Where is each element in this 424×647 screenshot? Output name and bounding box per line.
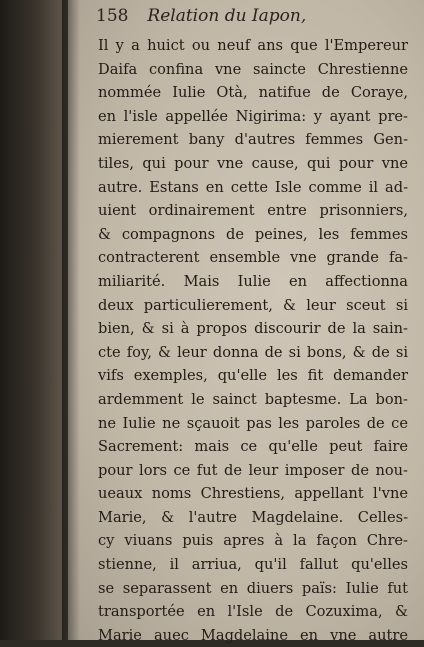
text-line: transportée en l'Isle de Cozuxima, &: [98, 603, 408, 621]
text-line: cte foy, & leur donna de si bons, & de si: [98, 343, 408, 361]
page-header: [96, 6, 416, 30]
text-line: stienne, il arriua, qu'il fallut qu'elles: [98, 556, 408, 574]
text-line: ardemment le sainct baptesme. La bon-: [98, 390, 408, 408]
spine-shadow: [62, 0, 80, 640]
running-title: Relation du Iapon,: [147, 6, 307, 26]
text-line: ueaux noms Chrestiens, appellant l'vne: [98, 485, 408, 503]
text-line: Il y a huict ou neuf ans que l'Empereur: [98, 37, 408, 54]
page-number: 158: [96, 6, 129, 26]
text-line: bien, & si à propos discourir de la sain-: [98, 320, 408, 338]
text-line: deux particulierement, & leur sceut si: [98, 296, 408, 314]
text-line: ne Iulie ne sçauoit pas les paroles de ce: [98, 414, 408, 432]
text-line: cy viuans puis apres à la façon Chre-: [98, 532, 408, 550]
text-line: autre. Estans en cette Isle comme il ad-: [98, 178, 408, 196]
text-line: Marie auec Magdelaine en vne autre: [98, 626, 408, 644]
text-line: Daifa confina vne saincte Chrestienne: [98, 60, 408, 78]
text-line: Marie, & l'autre Magdelaine. Celles-: [98, 508, 408, 526]
text-line: contracterent ensemble vne grande fa-: [98, 249, 408, 267]
text-line: uient ordinairement entre prisonniers,: [98, 202, 408, 220]
text-line: se separassent en diuers païs: Iulie fut: [98, 579, 408, 597]
text-line: pour lors ce fut de leur imposer de nou-: [98, 461, 408, 479]
text-line: mierement bany d'autres femmes Gen-: [98, 131, 408, 149]
body-text: [98, 34, 408, 647]
text-line: vifs exemples, qu'elle les fit demander: [98, 367, 408, 385]
text-line: & compagnons de peines, les femmes: [98, 225, 408, 243]
text-line: tiles, qui pour vne cause, qui pour vne: [98, 154, 408, 172]
text-line: miliarité. Mais Iulie en affectionna: [98, 272, 408, 290]
text-line: en l'isle appellée Nigirima: y ayant pre-: [98, 107, 408, 125]
text-line: nommée Iulie Otà, natifue de Coraye,: [98, 84, 408, 102]
text-line: Sacrement: mais ce qu'elle peut faire: [98, 438, 408, 456]
